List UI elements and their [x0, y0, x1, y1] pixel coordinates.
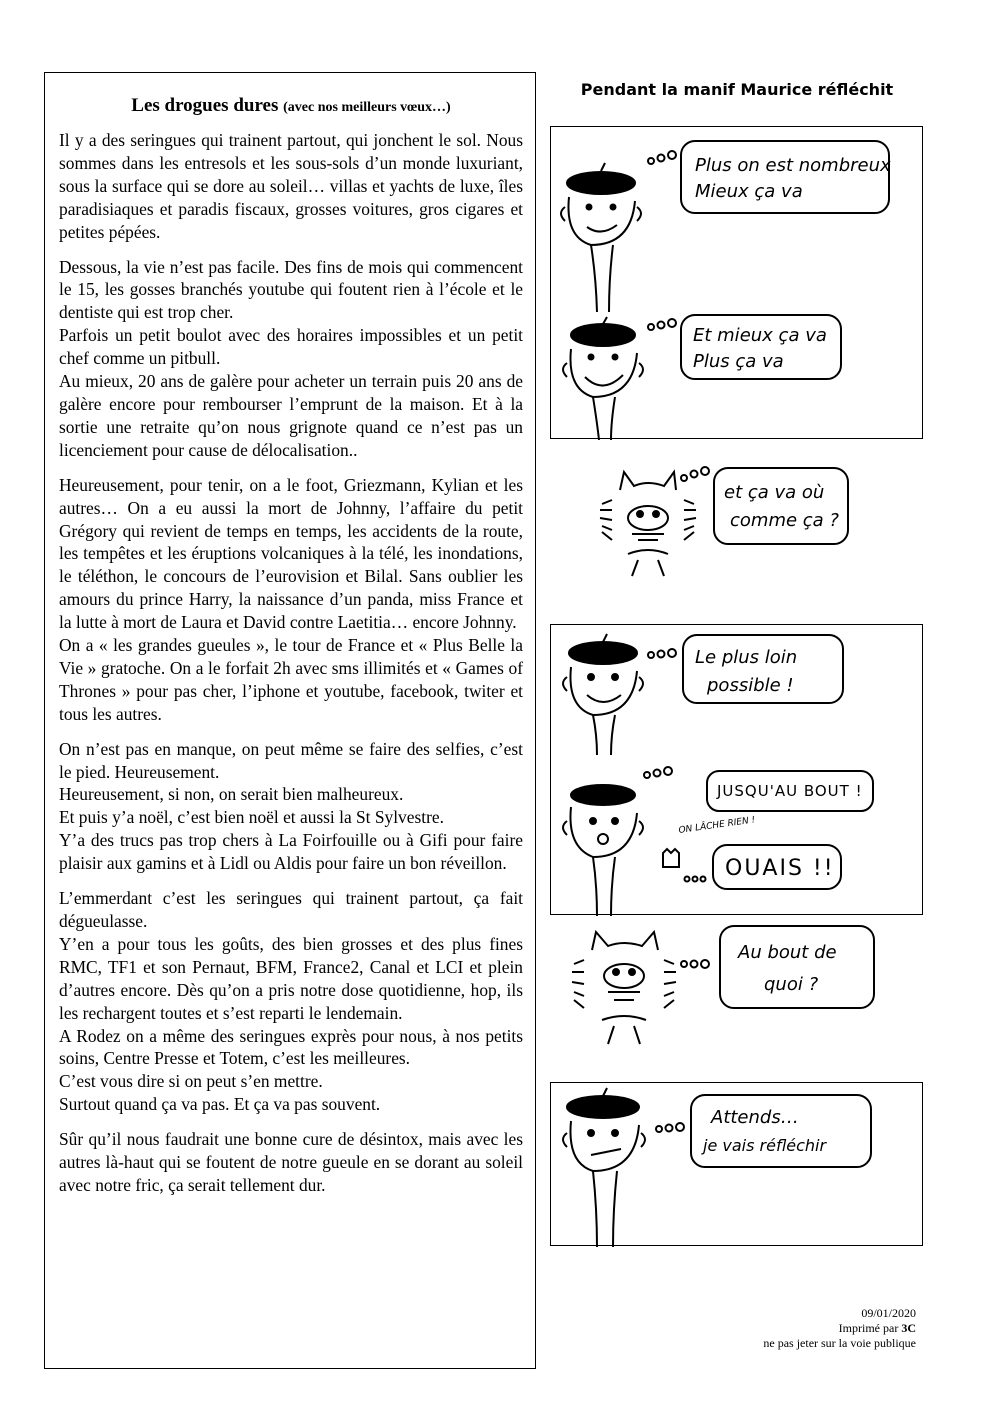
- print-footer: [763, 1306, 916, 1351]
- comic-panel-3-drawing: [551, 625, 924, 916]
- comic-panel-2: [598, 450, 858, 600]
- article-subtitle: (avec nos meilleurs vœux…): [283, 100, 451, 115]
- bubble-4-line-1: Le plus loin: [695, 647, 798, 668]
- article-paragraph: [59, 1128, 523, 1197]
- comic-panel-4: [570, 920, 880, 1080]
- article-paragraph: [59, 474, 523, 726]
- cat-character-1: [600, 467, 709, 576]
- maurice-character-2: [563, 317, 676, 440]
- printed-by-label: Imprimé par: [838, 1321, 899, 1335]
- print-date: 09/01/2020: [861, 1306, 916, 1320]
- article-paragraph-line: Au mieux, 20 ans de galère pour acheter un terrain puis 20 ans de galère encore pour rembourser l’emprunt de la maison. Et à la sortie une retraite qu’on nous grignote quand ce n’est pas un licenciement pour cause de délocalisation..: [59, 371, 523, 460]
- maurice-character-5: [563, 1088, 684, 1247]
- bubble-6-text: OUAIS !!: [725, 856, 835, 881]
- comic-panel-2-drawing: [598, 450, 858, 600]
- bubble-8-line-1: Attends…: [711, 1107, 799, 1128]
- article-box: [44, 72, 536, 1369]
- speech-bubble-7: [720, 926, 874, 1008]
- bubble-2-line-1: Et mieux ça va: [693, 325, 827, 346]
- maurice-character-4: [563, 767, 706, 916]
- bubble-2-line-2: Plus ça va: [693, 351, 784, 372]
- bubble-8-line-2: je vais réfléchir: [703, 1136, 827, 1155]
- printer-name: 3C: [901, 1321, 916, 1335]
- article-paragraph: [59, 887, 523, 1116]
- bubble-3-line-1: et ça va où: [724, 482, 825, 503]
- comic-panel-5: [550, 1082, 923, 1246]
- article-title: [59, 95, 523, 117]
- article-body: [59, 129, 523, 1197]
- maurice-character-3: [563, 634, 676, 755]
- article-title-main: Les drogues dures: [131, 95, 279, 116]
- comic-panel-5-drawing: [551, 1083, 924, 1247]
- bubble-4-line-2: possible !: [707, 675, 794, 696]
- comic-title: Pendant la manif Maurice réfléchit: [580, 80, 894, 99]
- article-paragraph-line: Dessous, la vie n’est pas facile. Des fins de mois qui commencent le 15, les gosses branchés youtube qui foutent rien à l’école et le dentiste qui est trop cher.: [59, 256, 523, 323]
- article-paragraph-line: A Rodez on a même des seringues exprès pour nous, à nos petits soins, Centre Presse et Totem, c’est les meilleures.: [59, 1025, 523, 1069]
- bubble-7-line-2: quoi ?: [764, 974, 819, 995]
- bubble-3-line-2: comme ça ?: [730, 510, 839, 531]
- article-paragraph-line: Y’a des trucs pas trop chers à La Foirfouille ou à Gifi pour faire plaisir aux gamins et à Lidl ou Aldis pour faire un bon réveillon.: [59, 830, 523, 874]
- printed-by-line: [763, 1321, 916, 1336]
- article-paragraph-line: Y’en a pour tous les goûts, des bien grosses et des plus fines RMC, TF1 et son Pernaut, BFM, France2, Canal et LCI et plein d’autres encore. Dès qu’on a pris notre dose quotidienne, hop, ils les rechargent toutes et s’est reparti le lendemain.: [59, 933, 523, 1023]
- article-paragraph-line: Parfois un petit boulot avec des horaires impossibles et un petit chef comme un pitbull.: [59, 325, 523, 369]
- article-paragraph-line: L’emmerdant c’est les seringues qui trainent partout, ça fait dégueulasse.: [59, 888, 523, 931]
- speech-bubble-3: [714, 468, 848, 544]
- comic-panel-1-drawing: [551, 127, 924, 440]
- cat-character-2: [572, 932, 709, 1044]
- article-paragraph-line: Surtout quand ça va pas. Et ça va pas souvent.: [59, 1094, 381, 1115]
- side-shout-text: ON LÂCHE RIEN !: [678, 815, 756, 836]
- article-paragraph: [59, 256, 523, 462]
- bubble-1-line-2: Mieux ça va: [695, 181, 803, 202]
- article-paragraph-line: On n’est pas en manque, on peut même se faire des selfies, c’est le pied. Heureusement.: [59, 738, 523, 782]
- article-paragraph-line: Il y a des seringues qui trainent partout, qui jonchent le sol. Nous sommes dans les entresols et les sous-sols d’un monde luxuriant, sous la surface qui se dore au soleil… villas et yachts de luxe, îles paradisiaques et paradis fiscaux, grosses voitures, gros cigares et petites pépées.: [59, 130, 523, 242]
- speech-bubble-8: [691, 1095, 871, 1167]
- speech-bubble-1: [681, 141, 889, 213]
- disposal-notice: ne pas jeter sur la voie publique: [763, 1336, 916, 1350]
- maurice-character-1: [561, 151, 676, 312]
- article-paragraph-line: Heureusement, si non, on serait bien malheureux.: [59, 784, 404, 805]
- article-paragraph: [59, 129, 523, 244]
- article-paragraph: [59, 738, 523, 875]
- article-paragraph-line: C’est vous dire si on peut s’en mettre.: [59, 1071, 323, 1092]
- article-paragraph-line: Et puis y’a noël, c’est bien noël et aussi la St Sylvestre.: [59, 807, 444, 828]
- bubble-7-line-1: Au bout de: [738, 942, 837, 963]
- comic-panel-3: [550, 624, 923, 915]
- article-paragraph-line: On a « les grandes gueules », le tour de France et « Plus Belle la Vie » gratoche. On a le forfait 2h avec sms illimités et « Games of Thrones » pour pas cher, l’iphone et youtube, facebook, twiter et tous les autres.: [59, 635, 523, 724]
- bubble-1-line-1: Plus on est nombreux: [695, 155, 891, 176]
- comic-panel-4-drawing: [570, 920, 880, 1080]
- comic-panel-1: [550, 126, 923, 439]
- article-paragraph-line: Sûr qu’il nous faudrait une bonne cure de désintox, mais avec les autres là-haut qui se foutent de notre gueule en se dorant au soleil avec notre fric, ça serait tellement dur.: [59, 1129, 523, 1195]
- bubble-5-text: JUSQU'AU BOUT !: [717, 782, 863, 800]
- article-paragraph-line: Heureusement, pour tenir, on a le foot, Griezmann, Kylian et les autres… On a eu aussi la mort de Johnny, l’affaire du petit Grégory qui revient de temps en temps, les accidents de la route, les tempêtes et les éruptions volcaniques à la télé, les inondations, le téléthon, le concours de l’eurovision et Bilal. Sans oublier les amours du prince Harry, la naissance d’un panda, miss France et la lutte à mort de Laura et David contre Laetitia… encore Johnny.: [59, 474, 523, 633]
